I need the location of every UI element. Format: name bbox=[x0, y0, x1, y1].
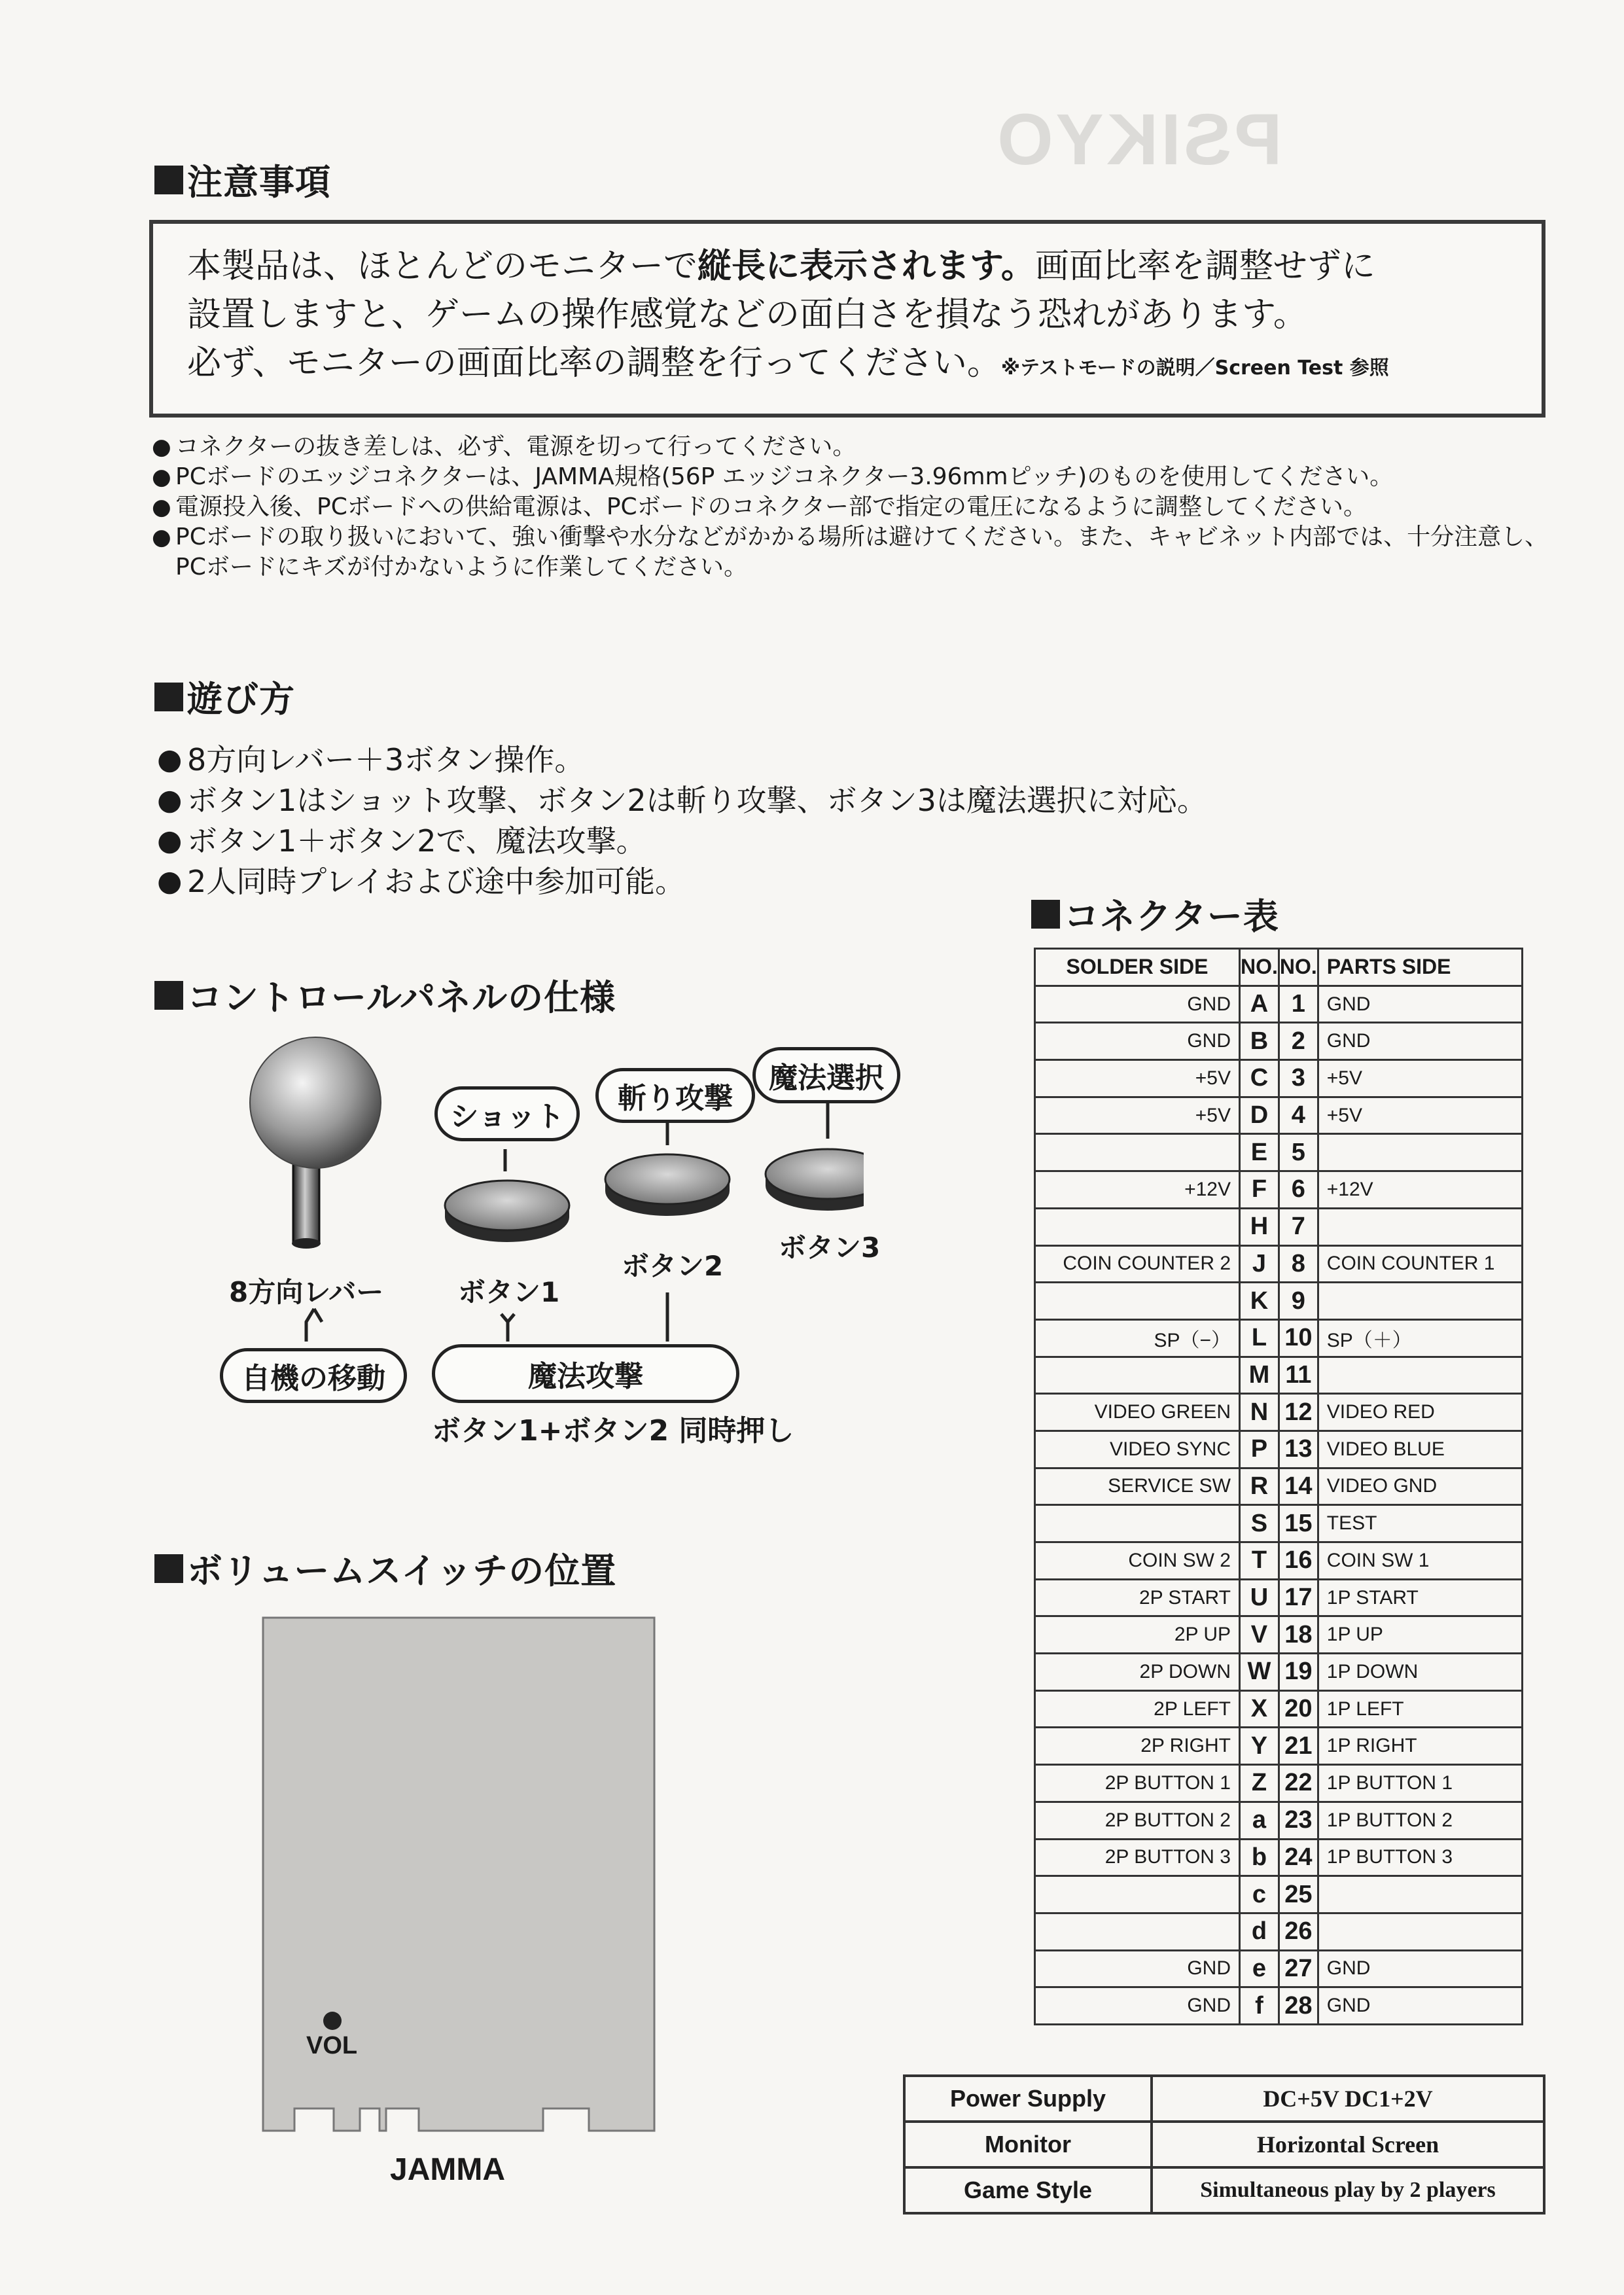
parts-side-cell bbox=[1318, 1876, 1522, 1913]
solder-side-cell: SERVICE SW bbox=[1035, 1468, 1240, 1505]
spec-value: Horizontal Screen bbox=[1152, 2122, 1544, 2167]
parts-side-cell bbox=[1318, 1913, 1522, 1950]
parts-side-cell: GND bbox=[1318, 1950, 1522, 1987]
parts-pin-cell: 11 bbox=[1279, 1357, 1318, 1394]
combo-note: ボタン1+ボタン2 同時押し bbox=[432, 1414, 794, 1448]
parts-side-cell: 1P DOWN bbox=[1318, 1654, 1522, 1691]
parts-pin-cell: 3 bbox=[1279, 1060, 1318, 1097]
parts-side-cell: GND bbox=[1318, 1987, 1522, 2025]
solder-side-cell: GND bbox=[1035, 1987, 1240, 2025]
solder-side-cell: COIN SW 2 bbox=[1035, 1542, 1240, 1580]
solder-pin-cell: P bbox=[1240, 1431, 1279, 1468]
notice-line-1: 本製品は、ほとんどのモニターで縦長に表示されます。画面比率を調整せずに bbox=[187, 247, 1375, 286]
solder-side-cell: +5V bbox=[1035, 1060, 1240, 1097]
connector-row bbox=[1035, 986, 1523, 1023]
panel-title: コントロールパネルの仕様 bbox=[187, 977, 616, 1018]
col-header: SOLDER SIDE bbox=[1035, 949, 1240, 986]
solder-side-cell: 2P START bbox=[1035, 1579, 1240, 1616]
volume-knob-icon bbox=[323, 2012, 342, 2030]
solder-side-cell bbox=[1035, 1505, 1240, 1542]
solder-side-cell: GND bbox=[1035, 1950, 1240, 1987]
connector-row bbox=[1035, 1060, 1523, 1097]
connector-row bbox=[1035, 1431, 1523, 1468]
parts-pin-cell: 28 bbox=[1279, 1987, 1318, 2025]
solder-side-cell: 2P BUTTON 2 bbox=[1035, 1802, 1240, 1839]
button1-label: ボタン1 bbox=[458, 1276, 560, 1308]
solder-pin-cell: b bbox=[1240, 1839, 1279, 1876]
parts-side-cell: SP（＋） bbox=[1318, 1319, 1522, 1357]
solder-pin-cell: L bbox=[1240, 1319, 1279, 1357]
play-list bbox=[157, 739, 1207, 902]
play-item: ● ボタン1はショット攻撃、ボタン2は斬り攻撃、ボタン3は魔法選択に対応。 bbox=[157, 780, 1207, 821]
connector-row bbox=[1035, 1690, 1523, 1728]
parts-pin-cell: 6 bbox=[1279, 1171, 1318, 1209]
parts-side-cell: 1P BUTTON 3 bbox=[1318, 1839, 1522, 1876]
brand-logo: PSIKYO bbox=[995, 99, 1282, 180]
parts-pin-cell: 17 bbox=[1279, 1579, 1318, 1616]
solder-pin-cell: R bbox=[1240, 1468, 1279, 1505]
solder-pin-cell: f bbox=[1240, 1987, 1279, 2025]
solder-side-cell: 2P RIGHT bbox=[1035, 1728, 1240, 1765]
pcb-diagram bbox=[262, 1616, 661, 2153]
parts-pin-cell: 16 bbox=[1279, 1542, 1318, 1580]
solder-side-cell bbox=[1035, 1876, 1240, 1913]
solder-side-cell: +12V bbox=[1035, 1171, 1240, 1209]
connector-row bbox=[1035, 1134, 1523, 1171]
play-item: ● 8方向レバー＋3ボタン操作。 bbox=[157, 739, 1207, 780]
solder-side-cell: COIN COUNTER 2 bbox=[1035, 1245, 1240, 1283]
vol-label: VOL bbox=[306, 2032, 358, 2059]
move-bubble: 自機の移動 bbox=[220, 1348, 407, 1403]
parts-side-cell: 1P BUTTON 1 bbox=[1318, 1765, 1522, 1802]
connector-row bbox=[1035, 1802, 1523, 1839]
parts-pin-cell: 13 bbox=[1279, 1431, 1318, 1468]
solder-pin-cell: V bbox=[1240, 1616, 1279, 1654]
parts-pin-cell: 27 bbox=[1279, 1950, 1318, 1987]
parts-pin-cell: 7 bbox=[1279, 1208, 1318, 1245]
lever-label: 8方向レバー bbox=[229, 1276, 384, 1308]
solder-side-cell bbox=[1035, 1913, 1240, 1950]
solder-pin-cell: W bbox=[1240, 1654, 1279, 1691]
parts-pin-cell: 8 bbox=[1279, 1245, 1318, 1283]
parts-side-cell: GND bbox=[1318, 1023, 1522, 1060]
parts-side-cell: VIDEO BLUE bbox=[1318, 1431, 1522, 1468]
notice-bullet: ● PCボードの取り扱いにおいて、強い衝撃や水分などがかかる場所は避けてください。また、キャビネット内部では、十分注意し、PCボードにキズが付かないように作業してください。 bbox=[152, 522, 1552, 582]
connector-row bbox=[1035, 1319, 1523, 1357]
connector-row bbox=[1035, 1097, 1523, 1134]
solder-side-cell: 2P BUTTON 3 bbox=[1035, 1839, 1240, 1876]
magic-attack-bubble: 魔法攻撃 bbox=[432, 1344, 739, 1403]
solder-pin-cell: X bbox=[1240, 1690, 1279, 1728]
connector-row bbox=[1035, 1505, 1523, 1542]
solder-pin-cell: a bbox=[1240, 1802, 1279, 1839]
parts-side-cell: 1P START bbox=[1318, 1579, 1522, 1616]
connector-row bbox=[1035, 1654, 1523, 1691]
parts-side-cell: +5V bbox=[1318, 1097, 1522, 1134]
panel-heading bbox=[154, 970, 616, 1020]
spec-row bbox=[904, 2122, 1544, 2167]
connector-row bbox=[1035, 1023, 1523, 1060]
spec-row bbox=[904, 2167, 1544, 2213]
solder-pin-cell: T bbox=[1240, 1542, 1279, 1580]
play-item: ● 2人同時プレイおよび途中参加可能。 bbox=[157, 861, 1207, 902]
solder-pin-cell: N bbox=[1240, 1394, 1279, 1431]
parts-side-cell: 1P LEFT bbox=[1318, 1690, 1522, 1728]
connector-row bbox=[1035, 1171, 1523, 1209]
connector-header-row bbox=[1035, 949, 1523, 986]
solder-pin-cell: d bbox=[1240, 1913, 1279, 1950]
button3-label: ボタン3 bbox=[779, 1232, 881, 1264]
connector-row bbox=[1035, 1357, 1523, 1394]
parts-side-cell: VIDEO GND bbox=[1318, 1468, 1522, 1505]
connector-row bbox=[1035, 1245, 1523, 1283]
parts-pin-cell: 1 bbox=[1279, 986, 1318, 1023]
col-header: NO. bbox=[1240, 949, 1279, 986]
solder-pin-cell: D bbox=[1240, 1097, 1279, 1134]
parts-side-cell: 1P RIGHT bbox=[1318, 1728, 1522, 1765]
notice-line-2: 設置しますと、ゲームの操作感覚などの面白さを損なう恐れがあります。 bbox=[187, 295, 1307, 334]
solder-pin-cell: U bbox=[1240, 1579, 1279, 1616]
connector-row bbox=[1035, 1616, 1523, 1654]
parts-side-cell: COIN SW 1 bbox=[1318, 1542, 1522, 1580]
parts-side-cell: GND bbox=[1318, 986, 1522, 1023]
notice-line-3: 必ず、モニターの画面比率の調整を行ってください。※テストモードの説明／Screen Test 参照 bbox=[187, 344, 1389, 383]
solder-side-cell bbox=[1035, 1357, 1240, 1394]
parts-side-cell: +5V bbox=[1318, 1060, 1522, 1097]
spec-key: Monitor bbox=[904, 2122, 1152, 2167]
solder-pin-cell: E bbox=[1240, 1134, 1279, 1171]
connector-row bbox=[1035, 1765, 1523, 1802]
solder-side-cell: VIDEO GREEN bbox=[1035, 1394, 1240, 1431]
parts-side-cell: COIN COUNTER 1 bbox=[1318, 1245, 1522, 1283]
parts-side-cell: 1P BUTTON 2 bbox=[1318, 1802, 1522, 1839]
button1-icon bbox=[445, 1181, 569, 1242]
parts-side-cell bbox=[1318, 1134, 1522, 1171]
heading-square-icon bbox=[1031, 900, 1060, 929]
solder-side-cell: SP（−） bbox=[1035, 1319, 1240, 1357]
solder-pin-cell: K bbox=[1240, 1283, 1279, 1320]
solder-pin-cell: F bbox=[1240, 1171, 1279, 1209]
solder-pin-cell: Y bbox=[1240, 1728, 1279, 1765]
solder-side-cell: 2P DOWN bbox=[1035, 1654, 1240, 1691]
notice-bullet: ● 電源投入後、PCボードへの供給電源は、PCボードのコネクター部で指定の電圧になるように調整してください。 bbox=[152, 492, 1552, 522]
play-heading bbox=[154, 671, 295, 722]
connector-row bbox=[1035, 1542, 1523, 1580]
heading-square-icon bbox=[154, 1554, 183, 1583]
parts-pin-cell: 20 bbox=[1279, 1690, 1318, 1728]
solder-side-cell: 2P UP bbox=[1035, 1616, 1240, 1654]
solder-pin-cell: e bbox=[1240, 1950, 1279, 1987]
play-item: ● ボタン1＋ボタン2で、魔法攻撃。 bbox=[157, 821, 1207, 861]
heading-square-icon bbox=[154, 166, 183, 194]
solder-side-cell bbox=[1035, 1134, 1240, 1171]
connector-row bbox=[1035, 1283, 1523, 1320]
col-header: NO. bbox=[1279, 949, 1318, 986]
joystick-icon bbox=[250, 1037, 381, 1249]
connector-row bbox=[1035, 1839, 1523, 1876]
solder-pin-cell: A bbox=[1240, 986, 1279, 1023]
heading-square-icon bbox=[154, 683, 183, 711]
parts-pin-cell: 14 bbox=[1279, 1468, 1318, 1505]
parts-side-cell bbox=[1318, 1208, 1522, 1245]
connector-heading bbox=[1031, 889, 1279, 939]
notice-bullet: ● コネクターの抜き差しは、必ず、電源を切って行ってください。 bbox=[152, 432, 1552, 462]
parts-pin-cell: 5 bbox=[1279, 1134, 1318, 1171]
solder-pin-cell: J bbox=[1240, 1245, 1279, 1283]
parts-side-cell bbox=[1318, 1357, 1522, 1394]
notice-title: 注意事項 bbox=[187, 162, 331, 203]
solder-side-cell: GND bbox=[1035, 1023, 1240, 1060]
notice-box bbox=[149, 220, 1545, 418]
solder-pin-cell: B bbox=[1240, 1023, 1279, 1060]
connector-row bbox=[1035, 1876, 1523, 1913]
parts-pin-cell: 10 bbox=[1279, 1319, 1318, 1357]
parts-pin-cell: 18 bbox=[1279, 1616, 1318, 1654]
spec-value: DC+5V DC1+2V bbox=[1152, 2076, 1544, 2122]
connector-row bbox=[1035, 1987, 1523, 2025]
parts-pin-cell: 25 bbox=[1279, 1876, 1318, 1913]
parts-pin-cell: 12 bbox=[1279, 1394, 1318, 1431]
solder-side-cell bbox=[1035, 1283, 1240, 1320]
parts-pin-cell: 21 bbox=[1279, 1728, 1318, 1765]
parts-pin-cell: 22 bbox=[1279, 1765, 1318, 1802]
parts-pin-cell: 26 bbox=[1279, 1913, 1318, 1950]
parts-side-cell: TEST bbox=[1318, 1505, 1522, 1542]
slash-bubble: 斬り攻撃 bbox=[595, 1068, 755, 1123]
connector-row bbox=[1035, 1208, 1523, 1245]
connector-table bbox=[1034, 948, 1523, 2025]
parts-side-cell: 1P UP bbox=[1318, 1616, 1522, 1654]
solder-side-cell bbox=[1035, 1208, 1240, 1245]
parts-side-cell: VIDEO RED bbox=[1318, 1394, 1522, 1431]
solder-side-cell: +5V bbox=[1035, 1097, 1240, 1134]
volume-title: ボリュームスイッチの位置 bbox=[187, 1550, 617, 1592]
volume-heading bbox=[154, 1543, 616, 1593]
magic-select-bubble: 魔法選択 bbox=[752, 1047, 900, 1103]
col-header: PARTS SIDE bbox=[1318, 949, 1522, 986]
connector-row bbox=[1035, 1950, 1523, 1987]
connector-row bbox=[1035, 1579, 1523, 1616]
solder-pin-cell: M bbox=[1240, 1357, 1279, 1394]
parts-pin-cell: 9 bbox=[1279, 1283, 1318, 1320]
parts-side-cell: +12V bbox=[1318, 1171, 1522, 1209]
button3-icon bbox=[766, 1149, 864, 1211]
connector-row bbox=[1035, 1913, 1523, 1950]
connector-row bbox=[1035, 1394, 1523, 1431]
connector-row bbox=[1035, 1728, 1523, 1765]
notice-bullet: ● PCボードのエッジコネクターは、JAMMA規格(56P エッジコネクター3.96mmピッチ)のものを使用してください。 bbox=[152, 462, 1552, 492]
spec-row bbox=[904, 2076, 1544, 2122]
connector-row bbox=[1035, 1468, 1523, 1505]
solder-pin-cell: Z bbox=[1240, 1765, 1279, 1802]
solder-side-cell: 2P LEFT bbox=[1035, 1690, 1240, 1728]
solder-side-cell: GND bbox=[1035, 986, 1240, 1023]
solder-pin-cell: H bbox=[1240, 1208, 1279, 1245]
play-title: 遊び方 bbox=[187, 679, 295, 720]
shot-bubble: ショット bbox=[434, 1086, 580, 1141]
solder-pin-cell: c bbox=[1240, 1876, 1279, 1913]
solder-pin-cell: C bbox=[1240, 1060, 1279, 1097]
spec-key: Game Style bbox=[904, 2167, 1152, 2213]
parts-pin-cell: 15 bbox=[1279, 1505, 1318, 1542]
button2-label: ボタン2 bbox=[622, 1250, 724, 1282]
button2-icon bbox=[605, 1154, 730, 1216]
parts-pin-cell: 19 bbox=[1279, 1654, 1318, 1691]
heading-square-icon bbox=[154, 981, 183, 1010]
parts-pin-cell: 4 bbox=[1279, 1097, 1318, 1134]
solder-side-cell: 2P BUTTON 1 bbox=[1035, 1765, 1240, 1802]
solder-pin-cell: S bbox=[1240, 1505, 1279, 1542]
spec-value: Simultaneous play by 2 players bbox=[1152, 2167, 1544, 2213]
parts-pin-cell: 23 bbox=[1279, 1802, 1318, 1839]
notice-heading bbox=[154, 154, 331, 205]
parts-pin-cell: 24 bbox=[1279, 1839, 1318, 1876]
parts-side-cell bbox=[1318, 1283, 1522, 1320]
spec-table bbox=[903, 2074, 1545, 2215]
jamma-label: JAMMA bbox=[390, 2152, 505, 2187]
spec-key: Power Supply bbox=[904, 2076, 1152, 2122]
notice-bullets bbox=[152, 432, 1552, 582]
connector-title: コネクター表 bbox=[1064, 896, 1279, 937]
parts-pin-cell: 2 bbox=[1279, 1023, 1318, 1060]
solder-side-cell: VIDEO SYNC bbox=[1035, 1431, 1240, 1468]
